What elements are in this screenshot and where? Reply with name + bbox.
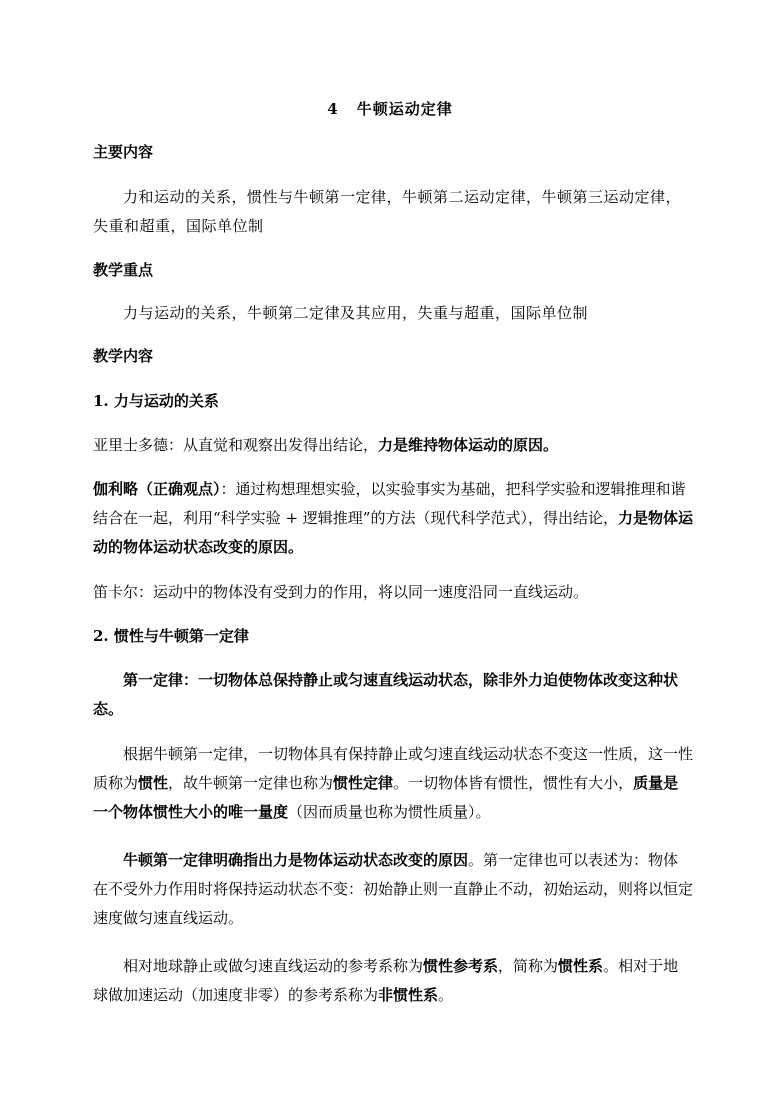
inertial-frame-term: 惯性参考系: [423, 957, 499, 975]
inertia-text-g: （因而质量也称为惯性质量）。: [288, 803, 491, 821]
first-law-paragraph: [93, 846, 693, 933]
aristotle-conclusion: 力是维持物体运动的原因。: [378, 436, 559, 454]
section-1-heading: 1. 力与运动的关系: [93, 392, 219, 410]
section-2-heading: 2. 惯性与牛顿第一定律: [93, 627, 249, 645]
title-number: 4: [327, 100, 339, 118]
heading-main-content: 主要内容: [93, 143, 154, 161]
frame-text-g: 。: [438, 986, 454, 1004]
first-law-emphasis: 牛顿第一定律明确指出力是物体运动状态改变的原因: [123, 851, 469, 869]
inertia-law-term: 惯性定律: [333, 774, 394, 792]
page-title: [0, 98, 780, 119]
galileo-paragraph: [93, 475, 693, 562]
frame-text-a: 相对地球静止或做匀速直线运动的参考系称为: [123, 957, 424, 975]
main-content-paragraph: 力和运动的关系，惯性与牛顿第一定律，牛顿第二运动定律，牛顿第三运动定律，失重和超重，国际单位制: [93, 188, 682, 235]
inertia-text-e: 。一切物体皆有惯性，惯性有大小，: [393, 774, 634, 792]
heading-teaching-content: 教学内容: [93, 347, 154, 365]
inertia-paragraph: [93, 740, 693, 827]
reference-frame-paragraph: [93, 952, 693, 1010]
inertia-text-c: ，故牛顿第一定律也称为: [168, 774, 334, 792]
first-law-text: 。第一定律也可以表述为：物体在不受外力作用时将保持运动状态不变：初始静止则一直静止不动，初始运动，则将以恒定速度做匀速直线运动。: [93, 851, 694, 927]
first-law-statement: 第一定律：一切物体总保持静止或匀速直线运动状态，除非外力迫使物体改变这种状态。: [93, 671, 679, 718]
non-inertial-term: 非惯性系: [378, 986, 439, 1004]
galileo-text: ：通过构想理想实验，以实验事实为基础，把科学实验和逻辑推理和谐结合在一起，利用“科学实验 + 逻辑推理”的方法（现代科学范式），得出结论，: [93, 480, 686, 527]
galileo-conclusion: 力是物体运动的物体运动状态改变的原因。: [93, 509, 693, 556]
aristotle-text: 亚里士多德：从直觉和观察出发得出结论，: [93, 436, 379, 454]
frame-text-c: ，简称为: [498, 957, 559, 975]
inertia-text-a: 根据牛顿第一定律，一切物体具有保持静止或匀速直线运动状态不变这一性质，这一性质称为: [93, 745, 694, 792]
title-text: 牛顿运动定律: [356, 100, 453, 118]
frame-text-e: 。相对于地球做加速运动（加速度非零）的参考系称为: [93, 957, 679, 1004]
inertial-system-term: 惯性系: [558, 957, 604, 975]
inertia-term: 惯性: [138, 774, 169, 792]
heading-key-points: 教学重点: [93, 261, 154, 279]
descartes-paragraph: 笛卡尔：运动中的物体没有受到力的作用，将以同一速度沿同一直线运动。: [93, 583, 589, 601]
mass-measure-statement: 质量是一个物体惯性大小的唯一量度: [93, 774, 679, 821]
galileo-name: 伽利略（正确观点）: [93, 480, 221, 498]
key-points-paragraph: 力与运动的关系，牛顿第二定律及其应用，失重与超重，国际单位制: [123, 304, 589, 322]
aristotle-paragraph: [93, 431, 693, 460]
